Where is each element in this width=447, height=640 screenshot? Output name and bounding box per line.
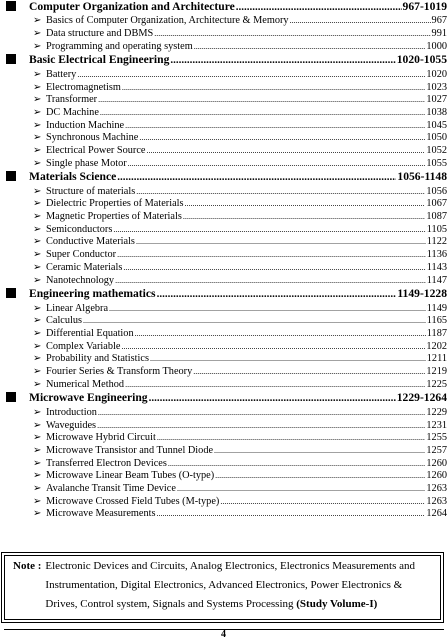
dot-leader (214, 446, 425, 455)
toc-entry (6, 407, 447, 420)
arrow-bullet-icon: ➢ (33, 211, 42, 223)
dot-leader (136, 237, 426, 246)
toc-entry (6, 458, 447, 471)
toc-entry (6, 432, 447, 445)
section-title: Microwave Engineering (29, 391, 148, 405)
entry-label: Conductive Materials (46, 236, 135, 248)
entry-page: 1067 (426, 198, 447, 210)
dot-leader (149, 392, 396, 404)
arrow-bullet-icon: ➢ (33, 198, 42, 210)
arrow-bullet-icon: ➢ (33, 432, 42, 444)
dot-leader (136, 187, 425, 196)
entry-page: 1055 (426, 157, 447, 169)
arrow-bullet-icon: ➢ (33, 106, 42, 118)
entry-label: Dielectric Properties of Materials (46, 198, 184, 210)
dot-leader (183, 212, 426, 221)
toc-entry (6, 303, 447, 316)
toc-entry (6, 262, 447, 275)
toc-entry (6, 249, 447, 262)
toc-entry (6, 508, 447, 521)
toc-entry (6, 107, 447, 120)
entry-label: Nanotechnology (46, 274, 115, 286)
toc-entry (6, 366, 447, 379)
toc-entry (6, 379, 447, 392)
arrow-bullet-icon: ➢ (33, 457, 42, 469)
arrow-bullet-icon: ➢ (33, 94, 42, 106)
entry-label: Super Conductor (46, 249, 117, 261)
entry-page: 1255 (426, 432, 447, 444)
dot-leader (98, 95, 425, 104)
entry-page: 991 (431, 28, 447, 40)
arrow-bullet-icon: ➢ (33, 40, 42, 52)
dot-leader (117, 250, 426, 259)
arrow-bullet-icon: ➢ (33, 315, 42, 327)
dot-leader (115, 276, 426, 285)
entry-label: Avalanche Transit Time Device (46, 482, 176, 494)
toc-entry (6, 341, 447, 354)
entry-label: Basics of Computer Organization, Architecture & Memory (46, 15, 289, 27)
entry-label: Battery (46, 68, 77, 80)
entry-page: 1257 (426, 444, 447, 456)
toc-entry (6, 15, 447, 28)
entry-page: 1202 (426, 340, 447, 352)
entry-page: 1263 (426, 495, 447, 507)
entry-page: 1000 (426, 40, 447, 52)
section-page-range: 1149-1228 (397, 287, 447, 301)
entry-label: Numerical Method (46, 378, 125, 390)
dot-leader (236, 1, 402, 13)
arrow-bullet-icon: ➢ (33, 444, 42, 456)
entry-page: 1187 (426, 328, 447, 339)
entry-label: Waveguides (46, 419, 97, 431)
dot-leader (168, 459, 426, 468)
section-heading (6, 170, 447, 185)
table-of-contents (6, 0, 447, 521)
dot-leader (121, 342, 425, 351)
square-bullet-icon (6, 171, 16, 181)
toc-entry (6, 69, 447, 82)
toc-entry (6, 328, 447, 341)
entry-label: Data structure and DBMS (46, 28, 154, 40)
toc-entry (6, 420, 447, 433)
dot-leader (193, 367, 425, 376)
entry-label: Microwave Linear Beam Tubes (O-type) (46, 470, 215, 482)
dot-leader (109, 304, 426, 313)
square-bullet-icon (6, 54, 16, 64)
entry-label: Single phase Motor (46, 157, 127, 169)
entry-page: 1219 (426, 366, 447, 378)
entry-page: 1211 (426, 353, 447, 365)
arrow-bullet-icon: ➢ (33, 328, 42, 339)
toc-entry (6, 470, 447, 483)
dot-leader (170, 54, 395, 66)
note-label: Note : (13, 560, 42, 572)
arrow-bullet-icon: ➢ (33, 274, 42, 286)
dot-leader (150, 354, 426, 363)
arrow-bullet-icon: ➢ (33, 508, 42, 520)
entry-page: 1260 (426, 457, 447, 469)
entry-label: Synchronous Machine (46, 132, 139, 144)
dot-leader (77, 70, 425, 79)
toc-entry (6, 496, 447, 509)
entry-page: 967 (431, 15, 447, 27)
entry-label: Electrical Power Source (46, 144, 146, 156)
dot-leader (125, 121, 425, 130)
arrow-bullet-icon: ➢ (33, 236, 42, 248)
arrow-bullet-icon: ➢ (33, 353, 42, 365)
toc-entry (6, 315, 447, 328)
arrow-bullet-icon: ➢ (33, 223, 42, 235)
arrow-bullet-icon: ➢ (33, 406, 42, 418)
dot-leader (97, 421, 425, 430)
section-heading (6, 0, 447, 15)
entry-page: 1087 (426, 211, 447, 223)
arrow-bullet-icon: ➢ (33, 68, 42, 80)
entry-label: Electromagnetism (46, 81, 121, 93)
arrow-bullet-icon: ➢ (33, 132, 42, 144)
entry-page: 1231 (426, 419, 447, 431)
dot-leader (125, 380, 425, 389)
entry-page: 1264 (426, 508, 447, 520)
section-title: Materials Science (29, 170, 117, 184)
section-page-range: 1229-1264 (396, 391, 447, 405)
note-emphasis: (Study Volume-I) (296, 598, 378, 610)
toc-entry (6, 198, 447, 211)
square-bullet-icon (6, 1, 16, 11)
entry-label: Calculus (46, 315, 83, 327)
dot-leader (113, 225, 425, 234)
entry-page: 1225 (426, 378, 447, 390)
entry-page: 1023 (426, 81, 447, 93)
entry-page: 1105 (426, 223, 447, 235)
dot-leader (83, 316, 426, 325)
dot-leader (157, 433, 426, 442)
toc-entry (6, 224, 447, 237)
dot-leader (154, 29, 430, 38)
entry-label: Programming and operating system (46, 40, 193, 52)
dot-leader (135, 329, 426, 338)
toc-entry (6, 158, 447, 171)
dot-leader (128, 159, 426, 168)
arrow-bullet-icon: ➢ (33, 28, 42, 40)
entry-label: Probability and Statistics (46, 353, 149, 365)
entry-page: 1136 (426, 249, 447, 261)
toc-entry (6, 82, 447, 95)
section-title: Computer Organization and Architecture (29, 0, 235, 13)
entry-page: 1056 (426, 185, 447, 197)
note-text: Electronic Devices and Circuits, Analog Electronics, Electronics Measurements and Instrumentation, Digital Electronics, Advanced Electronics, Power Electronics & Drives, Control system, Signals and Systems Processing (45, 560, 416, 610)
dot-leader (147, 146, 426, 155)
section-page-range: 1020-1055 (396, 53, 447, 67)
toc-entry (6, 145, 447, 158)
dot-leader (139, 133, 425, 142)
entry-page: 1038 (426, 106, 447, 118)
entry-label: Magnetic Properties of Materials (46, 211, 182, 223)
section-heading (6, 391, 447, 406)
entry-label: Differential Equation (46, 328, 134, 339)
toc-entry (6, 120, 447, 133)
toc-entry (6, 41, 447, 54)
entry-label: Transferred Electron Devices (46, 457, 167, 469)
entry-page: 1263 (426, 482, 447, 494)
dot-leader (220, 497, 425, 506)
page-number: 4 (221, 629, 226, 640)
toc-entry (6, 94, 447, 107)
dot-leader (290, 16, 431, 25)
dot-leader (185, 199, 426, 208)
entry-label: Microwave Measurements (46, 508, 156, 520)
entry-label: Induction Machine (46, 119, 125, 131)
arrow-bullet-icon: ➢ (33, 495, 42, 507)
arrow-bullet-icon: ➢ (33, 340, 42, 352)
entry-label: Microwave Hybrid Circuit (46, 432, 156, 444)
toc-entry (6, 28, 447, 41)
entry-page: 1149 (426, 302, 447, 314)
dot-leader (157, 509, 426, 518)
entry-label: Microwave Transistor and Tunnel Diode (46, 444, 214, 456)
arrow-bullet-icon: ➢ (33, 470, 42, 482)
entry-label: Transformer (46, 94, 98, 106)
entry-page: 1027 (426, 94, 447, 106)
arrow-bullet-icon: ➢ (33, 302, 42, 314)
toc-entry (6, 236, 447, 249)
entry-label: Complex Variable (46, 340, 121, 352)
square-bullet-icon (6, 288, 16, 298)
toc-entry (6, 132, 447, 145)
entry-label: Microwave Crossed Field Tubes (M-type) (46, 495, 220, 507)
dot-leader (122, 83, 425, 92)
arrow-bullet-icon: ➢ (33, 419, 42, 431)
toc-entry (6, 353, 447, 366)
arrow-bullet-icon: ➢ (33, 378, 42, 390)
arrow-bullet-icon: ➢ (33, 482, 42, 494)
entry-page: 1122 (426, 236, 447, 248)
arrow-bullet-icon: ➢ (33, 119, 42, 131)
section-page-range: 967-1019 (402, 0, 447, 13)
entry-label: Linear Algebra (46, 302, 109, 314)
arrow-bullet-icon: ➢ (33, 144, 42, 156)
entry-label: Introduction (46, 406, 97, 418)
section-heading (6, 287, 447, 302)
arrow-bullet-icon: ➢ (33, 81, 42, 93)
toc-entry (6, 275, 447, 288)
toc-entry (6, 186, 447, 199)
arrow-bullet-icon: ➢ (33, 366, 42, 378)
entry-label: Semiconductors (46, 223, 113, 235)
entry-label: Fourier Series & Transform Theory (46, 366, 193, 378)
entry-page: 1050 (426, 132, 447, 144)
note-box (4, 555, 441, 620)
entry-page: 1045 (426, 119, 447, 131)
dot-leader (215, 471, 425, 480)
arrow-bullet-icon: ➢ (33, 249, 42, 261)
entry-label: Structure of materials (46, 185, 136, 197)
entry-label: DC Machine (46, 106, 99, 118)
dot-leader (177, 484, 425, 493)
entry-page: 1260 (426, 470, 447, 482)
arrow-bullet-icon: ➢ (33, 15, 42, 27)
dot-leader (100, 108, 426, 117)
toc-entry (6, 445, 447, 458)
dot-leader (194, 42, 426, 51)
entry-page: 1147 (426, 274, 447, 286)
arrow-bullet-icon: ➢ (33, 157, 42, 169)
toc-entry (6, 211, 447, 224)
section-page-range: 1056-1148 (397, 170, 447, 184)
section-heading (6, 53, 447, 68)
arrow-bullet-icon: ➢ (33, 261, 42, 273)
note-body (45, 557, 436, 619)
toc-entry (6, 483, 447, 496)
dot-leader (123, 263, 425, 272)
entry-page: 1052 (426, 144, 447, 156)
entry-page: 1229 (426, 406, 447, 418)
section-title: Basic Electrical Engineering (29, 53, 170, 67)
arrow-bullet-icon: ➢ (33, 185, 42, 197)
dot-leader (157, 288, 397, 300)
dot-leader (117, 171, 396, 183)
entry-label: Ceramic Materials (46, 261, 123, 273)
entry-page: 1165 (426, 315, 447, 327)
entry-page: 1143 (426, 261, 447, 273)
section-title: Engineering mathematics (29, 287, 156, 301)
square-bullet-icon (6, 392, 16, 402)
entry-page: 1020 (426, 68, 447, 80)
dot-leader (98, 408, 426, 417)
